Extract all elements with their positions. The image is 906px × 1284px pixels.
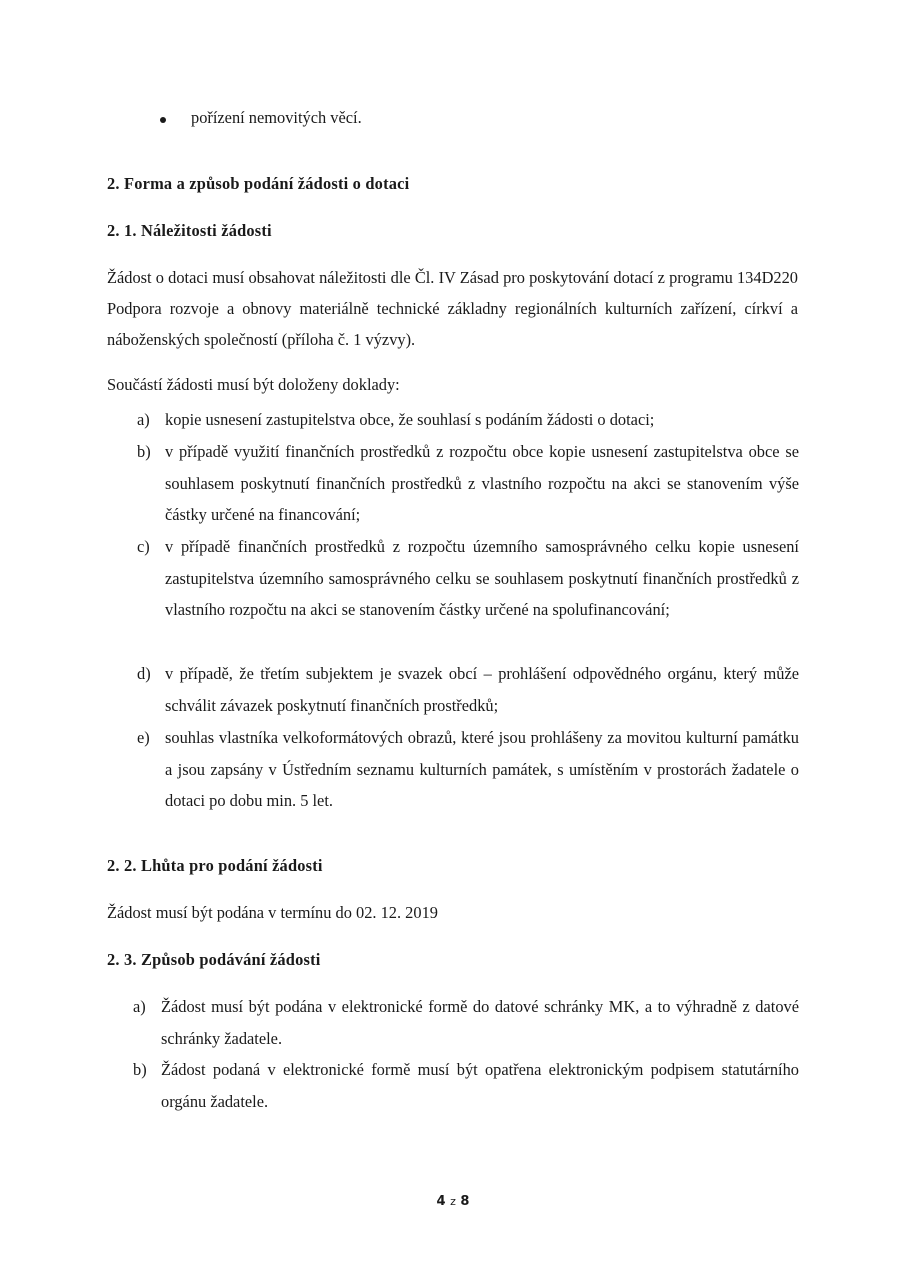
subsection-heading-2-2: 2. 2. Lhůta pro podání žádosti: [107, 856, 323, 875]
list-marker: b): [137, 442, 151, 461]
list-marker: e): [137, 728, 150, 747]
page-total: 8: [460, 1194, 470, 1209]
section-heading: 2. Forma a způsob podání žádosti o dotaci: [107, 174, 410, 193]
list-item-text: kopie usnesení zastupitelstva obce, že souhlasí s podáním žádosti o dotaci;: [165, 410, 655, 429]
list-marker: d): [137, 664, 151, 683]
list-marker: a): [133, 997, 146, 1016]
page-of-label: z: [450, 1195, 456, 1208]
list-marker: b): [133, 1060, 147, 1079]
page-current: 4: [436, 1194, 446, 1209]
requirements-paragraph: Žádost o dotaci musí obsahovat náležitosti dle Čl. IV Zásad pro poskytování dotací z programu 134D220 Podpora rozvoje a obnovy materiálně technické základny regionálních kulturních zařízení, církví a náboženských společností (příloha č. 1 výzvy).: [107, 268, 798, 349]
list-item-text: v případě využití finančních prostředků z rozpočtu obce kopie usnesení zastupitelstva obce se souhlasem poskytnutí finančních prostředků z vlastního rozpočtu na akci se stanovením výše částky určené na financování;: [165, 442, 799, 524]
list-marker: a): [137, 410, 150, 429]
deadline-text: Žádost musí být podána v termínu do 02. 12. 2019: [107, 903, 438, 922]
list-marker: c): [137, 537, 150, 556]
list-item-text: Žádost musí být podána v elektronické formě do datové schránky MK, a to výhradně z datové schránky žadatele.: [161, 997, 799, 1048]
subsection-heading-2-3: 2. 3. Způsob podávání žádosti: [107, 950, 321, 969]
documents-intro: Součástí žádosti musí být doloženy doklady:: [107, 375, 400, 394]
bullet-dot: [160, 117, 166, 123]
list-item-text: souhlas vlastníka velkoformátových obrazů, které jsou prohlášeny za movitou kulturní památku a jsou zapsány v Ústředním seznamu kulturních památek, s umístěním v prostorách žadatele o dotaci po dobu min. 5 let.: [165, 728, 799, 810]
page-number: [0, 1194, 906, 1209]
list-item-text: v případě, že třetím subjektem je svazek obcí – prohlášení odpovědného orgánu, který může schválit závazek poskytnutí finančních prostředků;: [165, 664, 799, 715]
top-bullet-text: pořízení nemovitých věcí.: [191, 108, 362, 127]
list-item-text: Žádost podaná v elektronické formě musí být opatřena elektronickým podpisem statutárního orgánu žadatele.: [161, 1060, 799, 1111]
list-item-text: v případě finančních prostředků z rozpočtu územního samosprávného celku kopie usnesení zastupitelstva územního samosprávného celku se souhlasem poskytnutí finančních prostředků z vlastního rozpočtu na akci se stanovením částky určené na spolufinancování;: [165, 537, 799, 619]
subsection-heading-2-1: 2. 1. Náležitosti žádosti: [107, 221, 272, 240]
